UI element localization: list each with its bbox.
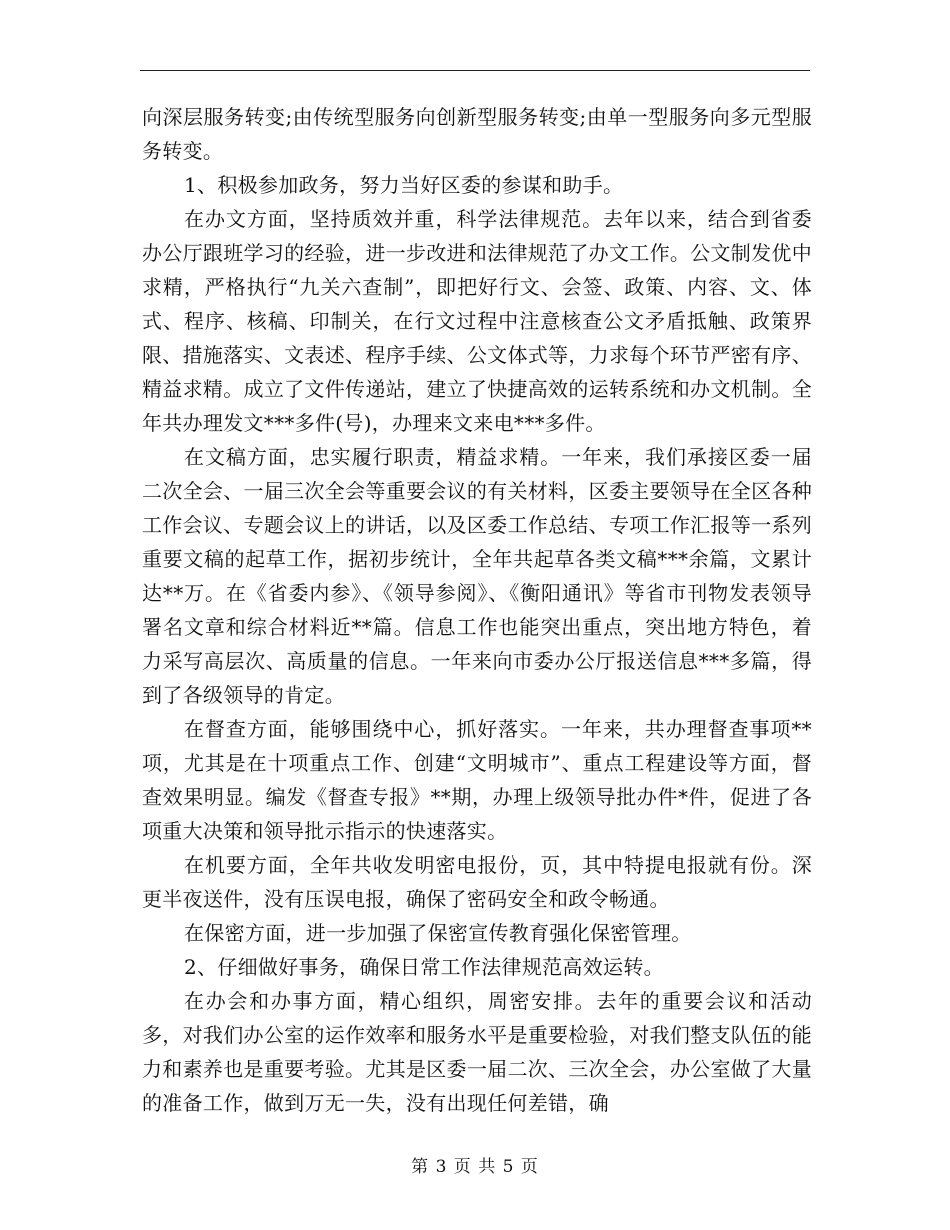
paragraph-9: 在办会和办事方面，精心组织，周密安排。去年的重要会议和活动多，对我们办公室的运作效率和服务水平是重要检验，对我们整支队伍的能力和素养也是重要考验。尤其是区委一届二次、三次全会，办公室做了大量的准备工作，做到万无一失，没有出现任何差错，确 — [142, 989, 812, 1115]
paragraph-2: 1、积极参加政务，努力当好区委的参谋和助手。 — [184, 173, 624, 197]
paragraph-7: 在保密方面，进一步加强了保密宣传教育强化保密管理。 — [184, 921, 692, 945]
paragraph-1: 向深层服务转变;由传统型服务向创新型服务转变;由单一型服务向多元型服务转变。 — [142, 105, 812, 163]
document-body — [142, 100, 812, 1120]
paragraph-8: 2、仔细做好事务，确保日常工作法律规范高效运转。 — [184, 955, 664, 979]
paragraph-5: 在督查方面，能够围绕中心，抓好落实。一年来，共办理督查事项**项，尤其是在十项重点工作、创建“文明城市”、重点工程建设等方面，督查效果明显。编发《督查专报》**期，办理上级领导批办件*件，促进了各项重大决策和领导批示指示的快速落实。 — [142, 717, 812, 843]
paragraph-6: 在机要方面，全年共收发明密电报份，页，其中特提电报就有份。深更半夜送件，没有压误电报，确保了密码安全和政令畅通。 — [142, 853, 812, 911]
header-rule — [140, 70, 810, 71]
page-number-footer: 第 3 页 共 5 页 — [411, 1157, 539, 1177]
paragraph-4: 在文稿方面，忠实履行职责，精益求精。一年来，我们承接区委一届二次全会、一届三次全会等重要会议的有关材料，区委主要领导在全区各种工作会议、专题会议上的讲话，以及区委工作总结、专项工作汇报等一系列重要文稿的起草工作，据初步统计，全年共起草各类文稿***余篇，文累计达**万。在《省委内参》、《领导参阅》、《衡阳通讯》等省市刊物发表领导署名文章和综合材料近**篇。信息工作也能突出重点，突出地方特色，着力采写高层次、高质量的信息。一年来向市委办公厅报送信息***多篇，得到了各级领导的肯定。 — [142, 445, 812, 707]
paragraph-3: 在办文方面，坚持质效并重，科学法律规范。去年以来，结合到省委办公厅跟班学习的经验，进一步改进和法律规范了办文工作。公文制发优中求精，严格执行“九关六查制”，即把好行文、会签、政策、内容、文、体式、程序、核稿、印制关，在行文过程中注意核查公文矛盾抵触、政策界限、措施落实、文表述、程序手续、公文体式等，力求每个环节严密有序、精益求精。成立了文件传递站，建立了快捷高效的运转系统和办文机制。全年共办理发文***多件(号)，办理来文来电***多件。 — [142, 207, 812, 435]
